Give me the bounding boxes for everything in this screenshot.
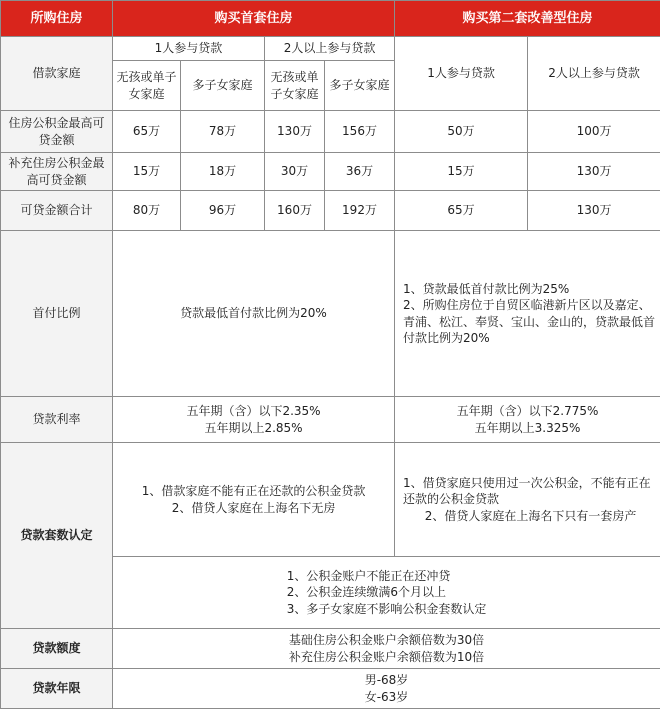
supp-loan-value: 18万 bbox=[181, 153, 265, 191]
count-second bbox=[395, 443, 660, 557]
supp-loan-label: 补充住房公积金最高可贷金额 bbox=[1, 153, 113, 191]
quota-line-1: 基础住房公积金账户余额倍数为30倍 bbox=[288, 633, 485, 648]
term-row bbox=[1, 669, 660, 709]
total-value: 130万 bbox=[528, 191, 660, 231]
total-value: 192万 bbox=[325, 191, 395, 231]
supp-loan-value: 15万 bbox=[113, 153, 181, 191]
rate-second bbox=[395, 397, 660, 443]
total-value: 160万 bbox=[265, 191, 325, 231]
max-loan-value: 50万 bbox=[395, 111, 528, 153]
quota-row bbox=[1, 629, 660, 669]
max-loan-value: 78万 bbox=[181, 111, 265, 153]
count-first-line-1: 1、借款家庭不能有正在还款的公积金贷款 bbox=[141, 484, 366, 499]
header-row bbox=[1, 1, 660, 37]
borrower-row-top bbox=[1, 37, 660, 61]
down-payment-second bbox=[395, 231, 660, 397]
max-loan-value: 65万 bbox=[113, 111, 181, 153]
second-multi-borrower: 2人以上参与贷款 bbox=[528, 37, 660, 111]
rate-second-line-2: 五年期以上3.325% bbox=[474, 420, 581, 435]
count-common bbox=[113, 557, 660, 629]
rate-first-line-2: 五年期以上2.85% bbox=[204, 420, 303, 435]
header-first-home: 购买首套住房 bbox=[113, 1, 395, 37]
count-label: 贷款套数认定 bbox=[1, 443, 113, 629]
rate-second-line-1: 五年期（含）以下2.775% bbox=[456, 404, 599, 419]
rate-first-line-1: 五年期（含）以下2.35% bbox=[186, 404, 321, 419]
second-single-borrower: 1人参与贷款 bbox=[395, 37, 528, 111]
total-value: 96万 bbox=[181, 191, 265, 231]
supp-loan-value: 15万 bbox=[395, 153, 528, 191]
max-loan-value: 156万 bbox=[325, 111, 395, 153]
supp-loan-value: 30万 bbox=[265, 153, 325, 191]
total-value: 65万 bbox=[395, 191, 528, 231]
count-second-line-2: 2、借贷人家庭在上海名下只有一套房产 bbox=[424, 508, 637, 523]
quota-value bbox=[113, 629, 660, 669]
count-common-line-3: 3、多子女家庭不影响公积金套数认定 bbox=[286, 601, 487, 616]
supp-loan-value: 130万 bbox=[528, 153, 660, 191]
term-male: 男-68岁 bbox=[364, 673, 409, 688]
total-row bbox=[1, 191, 660, 231]
total-label: 可贷金额合计 bbox=[1, 191, 113, 231]
count-first-line-2: 2、借贷人家庭在上海名下无房 bbox=[171, 500, 336, 515]
max-loan-value: 100万 bbox=[528, 111, 660, 153]
total-value: 80万 bbox=[113, 191, 181, 231]
term-value bbox=[113, 669, 660, 709]
max-loan-label: 住房公积金最高可贷金额 bbox=[1, 111, 113, 153]
max-loan-value: 130万 bbox=[265, 111, 325, 153]
term-female: 女-63岁 bbox=[364, 689, 409, 704]
quota-label: 贷款额度 bbox=[1, 629, 113, 669]
first-single-borrower: 1人参与贷款 bbox=[113, 37, 265, 61]
count-row-top bbox=[1, 443, 660, 557]
count-first bbox=[113, 443, 395, 557]
sub-no-child-multi: 无孩或单子女家庭 bbox=[265, 61, 325, 111]
rate-label: 贷款利率 bbox=[1, 397, 113, 443]
down-payment-first: 贷款最低首付款比例为20% bbox=[113, 231, 395, 397]
down-payment-second-line-1: 1、贷款最低首付款比例为25% bbox=[403, 282, 570, 297]
max-loan-row bbox=[1, 111, 660, 153]
down-payment-second-line-2: 2、所购住房位于自贸区临港新片区以及嘉定、青浦、松江、奉贤、宝山、金山的，贷款最低首付款比例为20% bbox=[403, 298, 656, 345]
down-payment-label: 首付比例 bbox=[1, 231, 113, 397]
supp-loan-row bbox=[1, 153, 660, 191]
sub-no-child-single: 无孩或单子女家庭 bbox=[113, 61, 181, 111]
header-second-home: 购买第二套改善型住房 bbox=[395, 1, 660, 37]
supp-loan-value: 36万 bbox=[325, 153, 395, 191]
borrower-family-label: 借款家庭 bbox=[1, 37, 113, 111]
rate-row bbox=[1, 397, 660, 443]
down-payment-row bbox=[1, 231, 660, 397]
sub-multi-child-multi: 多子女家庭 bbox=[325, 61, 395, 111]
first-multi-borrower: 2人以上参与贷款 bbox=[265, 37, 395, 61]
term-label: 贷款年限 bbox=[1, 669, 113, 709]
count-common-line-1: 1、公积金账户不能正在还冲贷 bbox=[286, 569, 451, 584]
count-second-line-1: 1、借贷家庭只使用过一次公积金，不能有正在还款的公积金贷款 bbox=[403, 476, 651, 507]
count-common-line-2: 2、公积金连续缴满6个月以上 bbox=[286, 585, 446, 600]
header-housing-type: 所购住房 bbox=[1, 1, 113, 37]
quota-line-2: 补充住房公积金账户余额倍数为10倍 bbox=[288, 649, 485, 664]
sub-multi-child-single: 多子女家庭 bbox=[181, 61, 265, 111]
rate-first bbox=[113, 397, 395, 443]
